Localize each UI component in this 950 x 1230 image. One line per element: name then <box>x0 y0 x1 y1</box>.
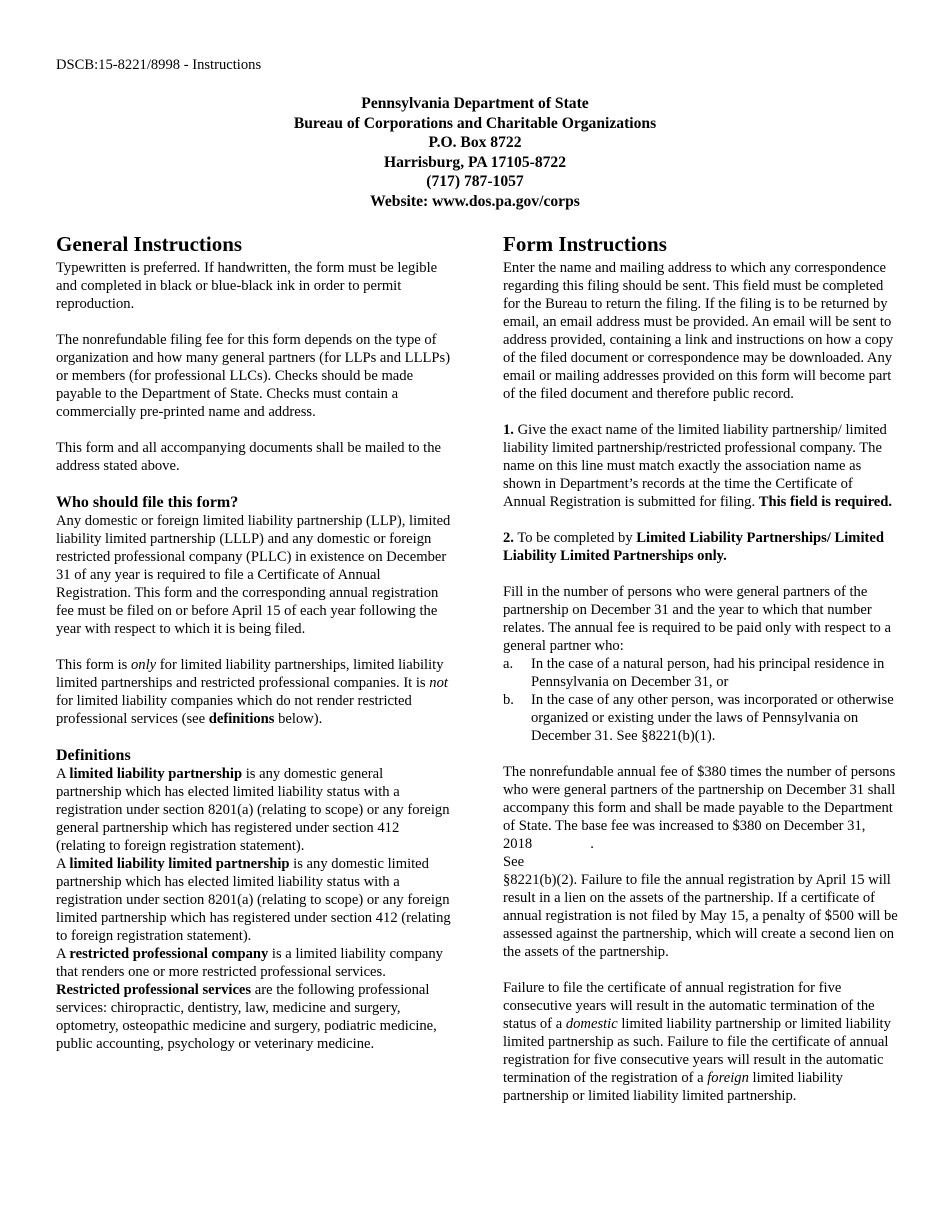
partner-criteria-list <box>503 655 898 745</box>
list-item: b. In the case of any other person, was incorporated or otherwise organized or existing under the laws of Pennsylvania on December 31. See §8221(b)(1). <box>503 692 894 744</box>
correspondence-paragraph: Enter the name and mailing address to which any correspondence regarding this filing should be sent. This field must be completed for the Bureau to return the filing. If the filing is to be returned by email, an email address must be provided. An email will be sent to address provided, containing a link and instructions on how a copy of the filed document or correspondence may be downloaded. Any email or mailing addresses provided on this form will become part of the filed document and therefore public record. <box>503 260 894 402</box>
form-instructions-title: Form Instructions <box>503 232 667 256</box>
item-1-instructions: 1. Give the exact name of the limited liability partnership/ limited liability limited partnership/restricted professional company. The name on this line must match exactly the association name as shown in Department’s records at the time the Certificate of Annual Registration is submitted for filing. This field is required. <box>503 422 893 510</box>
definition-lllp: A limited liability limited partnership is any domestic limited partnership which has elected limited liability status with a registration under section 8201(a) (relating to scope) or any foreign limited partnership which has registered under section 412 (relating to foreign registration statement). <box>56 856 451 944</box>
general-paragraph-fee: The nonrefundable filing fee for this form depends on the type of organization and how many general partners (for LLPs and LLLPs) or members (for professional LLCs). Checks should be made payable to the Department of State. Checks must contain a commercially pre-printed name and address. <box>56 332 451 420</box>
who-should-file-title: Who should file this form? <box>56 494 239 511</box>
po-box: P.O. Box 8722 <box>428 134 522 152</box>
annual-fee-paragraph: The nonrefundable annual fee of $380 times the number of persons who were general partners of the partnership on December 31 shall accompany this form and shall be made payable to the Department of State. The base fee was increased to $380 on December 31, 2018 . See §8221(b)(2). Failure to file the annual registration by April 15 will result in a lien on the assets of the partnership. If a certificate of annual registration is not filed by May 15, a penalty of $500 will be assessed against the partnership, which will create a second lien on the assets of the partnership. <box>503 764 898 960</box>
agency-header <box>0 94 950 212</box>
general-partners-paragraph: Fill in the number of persons who were general partners of the partnership on December 31 and the year to which that number relates. The annual fee is required to be paid only with respect to a general partner who: <box>503 584 891 654</box>
form-scope-paragraph: This form is only for limited liability partnerships, limited liability limited partnerships and restricted professional companies. It is not for limited liability companies which do not render restricted professional services (see definitions below). <box>56 657 448 727</box>
bureau-name: Bureau of Corporations and Charitable Organizations <box>293 114 657 132</box>
website: Website: www.dos.pa.gov/corps <box>370 192 580 210</box>
definition-restricted-professional-company: A restricted professional company is a limited liability company that renders one or more restricted professional services. <box>56 946 443 980</box>
definition-llp: A limited liability partnership is any domestic general partnership which has elected limited liability status with a registration under section 8201(a) (relating to scope) or any foreign general partnership which has registered under section 412 (relating to foreign registration statement). <box>56 766 450 854</box>
phone-number: (717) 787-1057 <box>426 173 524 191</box>
general-paragraph-typewritten: Typewritten is preferred. If handwritten, the form must be legible and completed in black or blue-black ink in order to permit reproduction. <box>56 260 438 312</box>
definitions-title: Definitions <box>56 747 131 764</box>
termination-paragraph: Failure to file the certificate of annual registration for five consecutive years will result in the automatic termination of the status of a domestic limited liability partnership or limited liability limited partnership as such. Failure to file the certificate of annual registration for five consecutive years will result in the automatic termination of the registration of a foreign limited liability partnership or limited liability limited partnership. <box>503 980 891 1104</box>
general-paragraph-mailing: This form and all accompanying documents shall be mailed to the address stated above. <box>56 440 442 474</box>
agency-name: Pennsylvania Department of State <box>361 95 589 112</box>
general-instructions-title: General Instructions <box>56 232 243 256</box>
who-should-file-paragraph: Any domestic or foreign limited liability partnership (LLP), limited liability limited partnership (LLLP) and any domestic or foreign restricted professional company (PLLC) in existence on December 31 of any year is required to file a Certificate of Annual Registration. This form and the corresponding annual registration fee must be filed on or before April 15 of each year following the year with respect to which it is being filed. <box>56 513 451 637</box>
general-instructions-column <box>56 232 451 1053</box>
city-state-zip: Harrisburg, PA 17105-8722 <box>383 153 567 171</box>
form-code: DSCB:15-8221/8998 - Instructions <box>56 57 262 73</box>
definition-restricted-professional-services: Restricted professional services are the following professional services: chiropractic, dentistry, law, medicine and surgery, optometry, osteopathic medicine and surgery, podiatric medicine, public accounting, psychology or veterinary medicine. <box>56 982 437 1052</box>
item-2-instructions: 2. To be completed by Limited Liability Partnerships/ Limited Liability Limited Partnerships only. <box>503 530 884 564</box>
form-instructions-column <box>503 232 898 1123</box>
list-item: a. In the case of a natural person, had his principal residence in Pennsylvania on December 31, or <box>503 656 885 690</box>
